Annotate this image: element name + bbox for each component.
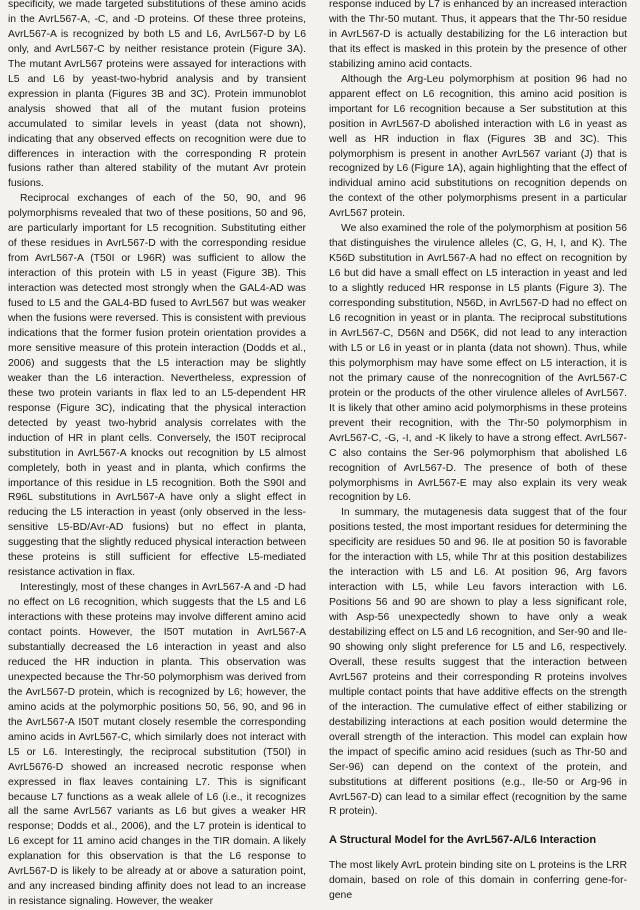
body-paragraph: response induced by L7 is enhanced by an increased interaction with the Thr-50 mutant. Thus, it appears that the Thr-50 residue in AvrL567-D is actually destabilizing for the L6 interaction but that its effect is masked in this protein by the presence of other stabilizing amino acid contacts. — [329, 0, 627, 70]
section-heading-wrapper — [329, 820, 627, 859]
body-paragraph: specificity, we made targeted substitutions of these amino acids in the AvrL567-A, -C, and -D proteins. Of these three proteins, AvrL567-A is recognized by both L5 and L6, AvrL567-D by L6 only, and AvrL567-C by neither resistance protein (Figure 3A). The mutant AvrL567 proteins were assayed for interactions with L5 and L6 by yeast-two-hybrid analysis and by transient expression in planta (Figures 3B and 3C). Protein immunoblot analysis showed that all of the mutant fusion proteins accumulated to similar levels in yeast (data not shown), indicating that any observed effects on recognition were due to differences in interaction with the corresponding R protein fusions rather than altered stability of the mutant Avr protein fusions. — [8, 0, 306, 190]
body-paragraph: Interestingly, most of these changes in AvrL567-A and -D had no effect on L6 recognition, which suggests that the L5 and L6 interactions with these proteins may involve different amino acid contact points. However, the I50T mutation in AvrL567-A substantially decreased the L6 interaction in yeast and also reduced the HR induction in planta. This observation was unexpected because the Thr-50 polymorphism was derived from the AvrL567-D protein, which is recognized by L6; however, the amino acids at the polymorphic positions 50, 56, 90, and 96 in the AvrL567-A I50T mutant closely resemble the corresponding amino acids in AvrL567-C, which similarly does not interact with L5 or L6. Interestingly, the reciprocal substitution (T50I) in AvrL5676-D showed an increased necrotic response when expressed in flax leaves containing L7. This is significant because L7 functions as a weak allele of L6 (i.e., it recognizes all the same AvrL567 variants as L6 but gives a weaker HR response; Dodds et al., 2006), and the L7 protein is identical to L6 except for 11 amino acid changes in the TIR domain. A likely explanation for this observation is that the L6 response to AvrL567-D is likely to be already at or above a saturation point, and any increased binding affinity does not lead to an increase in resistance signaling. However, the weaker — [8, 582, 306, 908]
body-paragraph: The most likely AvrL protein binding site on L proteins is the LRR domain, based on role of this domain in conferring gene-for-gene — [329, 860, 627, 902]
body-paragraph: We also examined the role of the polymorphism at position 56 that distinguishes the virulence alleles (C, G, H, I, and K). The K56D substitution in AvrL567-A had no effect on recognition by L6 but did have a small effect on L5 interaction in yeast and led to a slightly reduced HR response in L5 plants (Figure 3). The corresponding substitution, N56D, in AvrL567-D had no effect on L6 recognition in yeast or in planta. The reciprocal substitutions in AvrL567-C, D56N and D56K, did not lead to any interaction with L5 or L6 in yeast or in planta (data not shown). Thus, while this polymorphism may have some effect on L5 interaction, it is not the primary cause of the nonrecognition of the AvrL567-C protein or the products of the other virulence alleles of AvrL567. It is likely that other amino acid polymorphisms in these proteins prevent their recognition, with the Thr-50 polymorphism in AvrL567-C, -G, -I, and -K likely to have a strong effect. AvrL567-C also contains the Ser-96 polymorphism that abolished L6 recognition of AvrL567-D. The presence of both of these polymorphisms in AvrL567-E may also explain its very weak recognition by L6. — [329, 223, 627, 504]
body-paragraph: Although the Arg-Leu polymorphism at position 96 had no apparent effect on L6 recognition, this amino acid position is important for L6 recognition because a Ser substitution at this position in AvrL567-D abolished interaction with L6 in yeast as well as HR induction in flax (Figures 3B and 3C). This polymorphism is present in another AvrL567 variant (J) that is recognized by L6 (Figure 1A), again highlighting that the effect of individual amino acid substitutions on recognition depends on the context of the other polymorphisms present in a particular AvrL567 protein. — [329, 73, 627, 220]
left-column — [8, 0, 306, 910]
body-paragraph: Reciprocal exchanges of each of the 50, 90, and 96 polymorphisms revealed that two of these positions, 50 and 96, are particularly important for L5 recognition. Substituting either of these residues in AvrL567-D with the corresponding residue from AvrL567-A (T50I or L96R) was sufficient to allow the interaction of this protein with L5 in yeast (Figure 3B). This interaction was detected most strongly when the GAL4-AD was fused to L5 and the GAL4-BD fused to AvrL567 but was weaker when the fusions were reversed. This is consistent with previous indications that the former fusion protein orientation provides a more sensitive measure of this protein interaction (Dodds et al., 2006) and suggests that the L5 interaction may be slightly weaker than the L6 interaction. Nevertheless, expression of these two protein variants in flax led to an L5-dependent HR response (Figure 3C), indicating that the physical interaction detected by yeast two-hybrid analysis correlates with the induction of HR in plant cells. Conversely, the I50T reciprocal substitution in AvrL567-A knocks out recognition by L5 almost completely, both in yeast and in planta, which confirms the importance of this residue in L5 recognition. Both the S90I and R96L substitutions in AvrL567-A have only a slight effect in reducing the L5 interaction in yeast (only observed in the less-sensitive L5-BD/Avr-AD fusions) but no effect in planta, suggesting that the slightly reduced physical interaction between these proteins is still sufficient for effective L5-mediated resistance activation in flax. — [8, 193, 306, 579]
right-column — [329, 0, 627, 904]
body-paragraph: In summary, the mutagenesis data suggest that of the four positions tested, the most important residues for determining the specificity are residues 50 and 96. Ile at position 50 is favorable for the interaction with L5, while Thr at this position destabilizes the interaction with L5 and L6. At position 96, Arg favors interaction with L5, while Leu favors interaction with L6. Positions 56 and 90 are shown to play a less significant role, with Asp-56 unexpectedly shown to have only a weak destabilizing effect on L5 and L6 recognition, and Ser-90 and Ile-90 showing only slight preference for L5 and L6, respectively. Overall, these results suggest that the interaction between AvrL567 proteins and their corresponding R proteins involves multiple contact points that have additive effects on the strength of the interaction. The cumulative effect of either stabilizing or destabilizing interactions at each position would determine the overall strength of the interaction. This model can explain how the impact of specific amino acid residues (such as Thr-50 and Ser-96) can depend on the context of the protein, and substitutions at different positions (e.g., Ile-50 or Arg-96 in AvrL567-D) can lead to a similar effect (recognition by the same R protein). — [329, 507, 627, 818]
section-heading: A Structural Model for the AvrL567-A/L6 Interaction — [329, 834, 597, 847]
